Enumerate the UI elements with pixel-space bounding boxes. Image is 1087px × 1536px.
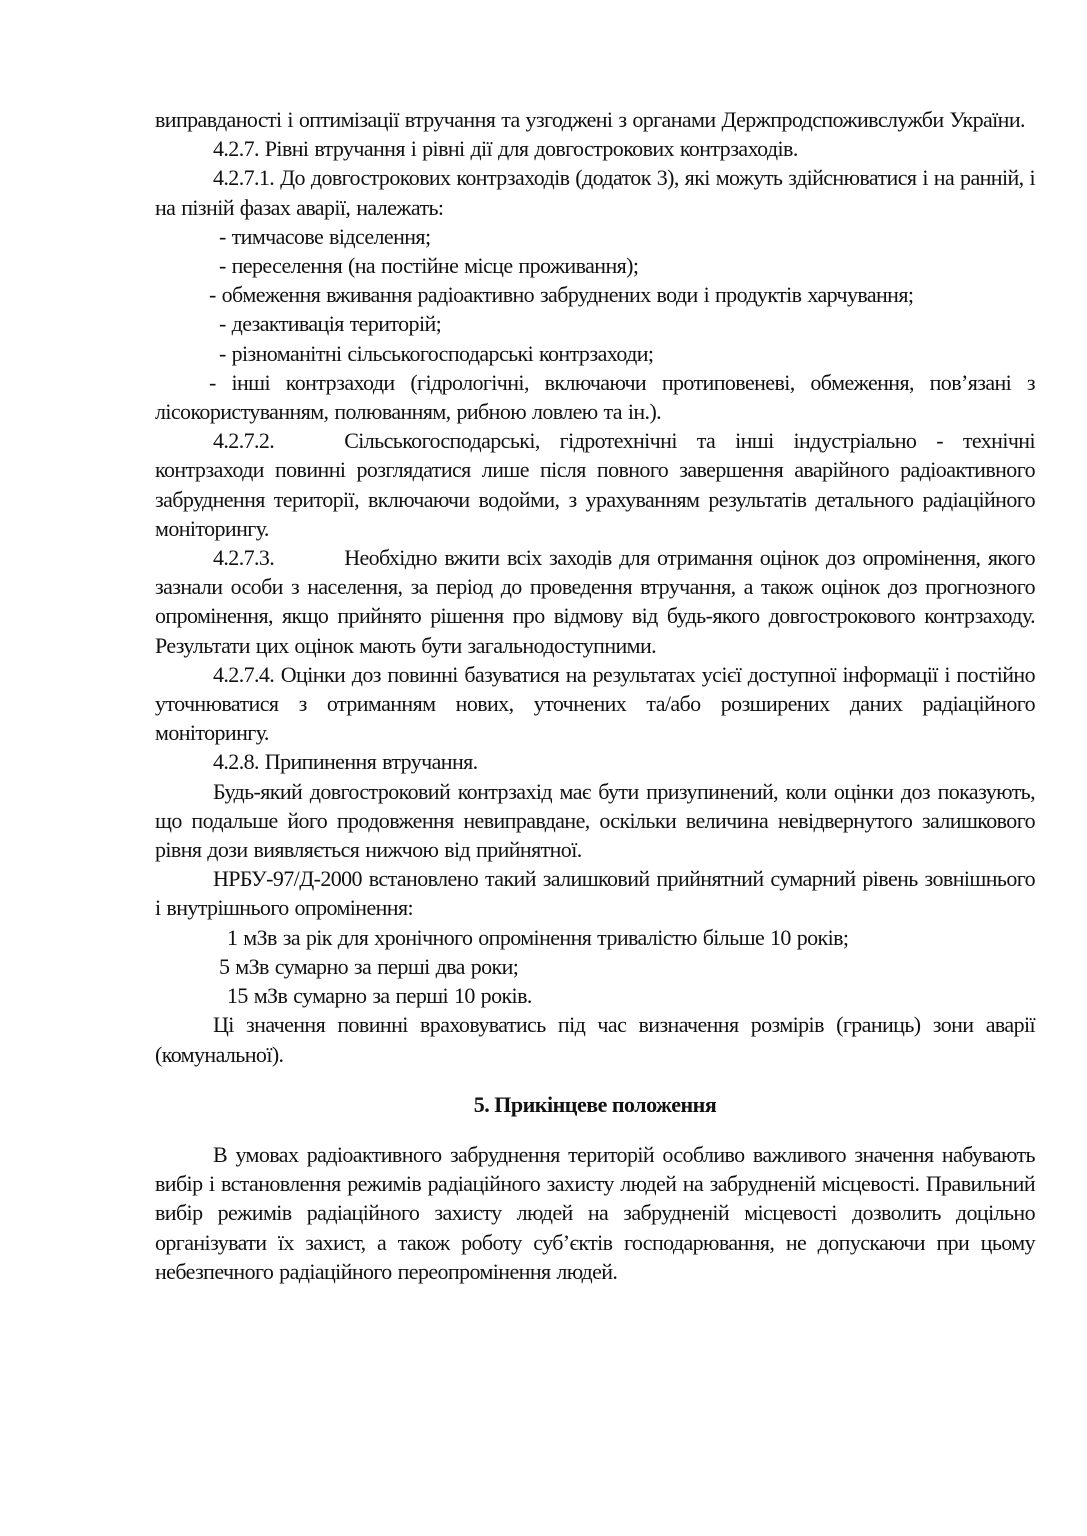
paragraph-final: В умовах радіоактивного забруднення територій особливо важливого значення набувають вибір і встановлення режимів радіаційного захисту людей на забрудненій місцевості. Правильний вибір режимів радіаційного захисту людей на забрудненій місцевості дозволить доцільно організувати їх захист, а також роботу суб’єктів господарювання, не допускаючи при цьому небезпечного радіаційного переопромінення людей.	[155, 1141, 1035, 1284]
document-page	[155, 0, 1035, 1326]
paragraph-termination: Будь-який довгостроковий контрзахід має бути призупинений, коли оцінки доз показують, що подальше його продовження невиправдане, оскільки величина невідвернутого залишкового рівня дози виявляється нижчою від прийнятної.	[155, 778, 1035, 863]
paragraph-text: Необхідно вжити всіх заходів для отримання оцінок доз опромінення, якого зазнали особи з населення, за період до проведення втручання, а також оцінок доз прогнозного опромінення, якщо прийнято рішення про відмову від будь-якого довгострокового контрзаходу. Результати цих оцінок мають бути загальнодоступними.	[155, 545, 1035, 658]
list-item: - переселення (на постійне місце проживання);	[219, 253, 639, 279]
list-item: - обмеження вживання радіоактивно забруднених води і продуктів харчування;	[209, 282, 914, 308]
paragraph-4-2-7-1: 4.2.7.1. До довгострокових контрзаходів (додаток 3), які можуть здійснюватися і на ранній, і на пізній фазах аварії, належать:	[155, 165, 1035, 220]
paragraph-4-2-7-4: 4.2.7.4. Оцінки доз повинні базуватися на результатах усієї доступної інформації і постійно уточнюватися з отриманням нових, уточнених та/або розширених даних радіаційного моніторингу.	[155, 661, 1035, 746]
dose-value-item: 5 мЗв сумарно за перші два роки;	[219, 953, 519, 979]
list-item: - інші контрзаходи (гідрологічні, включаючи протиповеневі, обмеження, пов’язані з лісокористуванням, полюванням, рибною ловлею та ін.).	[155, 369, 1035, 425]
dose-value-item: 1 мЗв за рік для хронічного опромінення тривалістю більше 10 років;	[227, 924, 849, 950]
section-heading: 5. Прикінцеве положення	[473, 1091, 717, 1117]
paragraph-number: 4.2.7.2.	[213, 428, 275, 454]
paragraph-4-2-7-2	[155, 426, 1035, 543]
paragraph-zone-note: Ці значення повинні враховуватись під час визначення розмірів (границь) зони аварії (комунальної).	[155, 1012, 1035, 1067]
list-item: - тимчасове відселення;	[219, 223, 431, 249]
paragraph-4-2-8: 4.2.8. Припинення втручання.	[213, 749, 478, 775]
paragraph-text: Сільськогосподарські, гідротехнічні та інші індустріально - технічні контрзаходи повинні розглядатися лише після повного завершення аварійного радіоактивного забруднення території, включаючи водойми, з урахуванням результатів детального радіаційного моніторингу.	[155, 428, 1035, 541]
paragraph-4-2-7-3	[155, 543, 1035, 660]
paragraph-continuation: виправданості і оптимізації втручання та узгоджені з органами Держпродспоживслужби України.	[155, 107, 1025, 132]
list-item: - дезактивація територій;	[219, 311, 442, 337]
paragraph-nrbu: НРБУ-97/Д-2000 встановлено такий залишковий прийнятний сумарний рівень зовнішнього і внутрішнього опромінення:	[155, 866, 1035, 921]
dose-value-item: 15 мЗв сумарно за перші 10 років.	[227, 983, 532, 1009]
paragraph-4-2-7: 4.2.7. Рівні втручання і рівні дії для довгострокових контрзаходів.	[213, 136, 798, 162]
list-item: - різноманітні сільськогосподарські контрзаходи;	[219, 340, 654, 366]
paragraph-number: 4.2.7.3.	[213, 545, 275, 571]
